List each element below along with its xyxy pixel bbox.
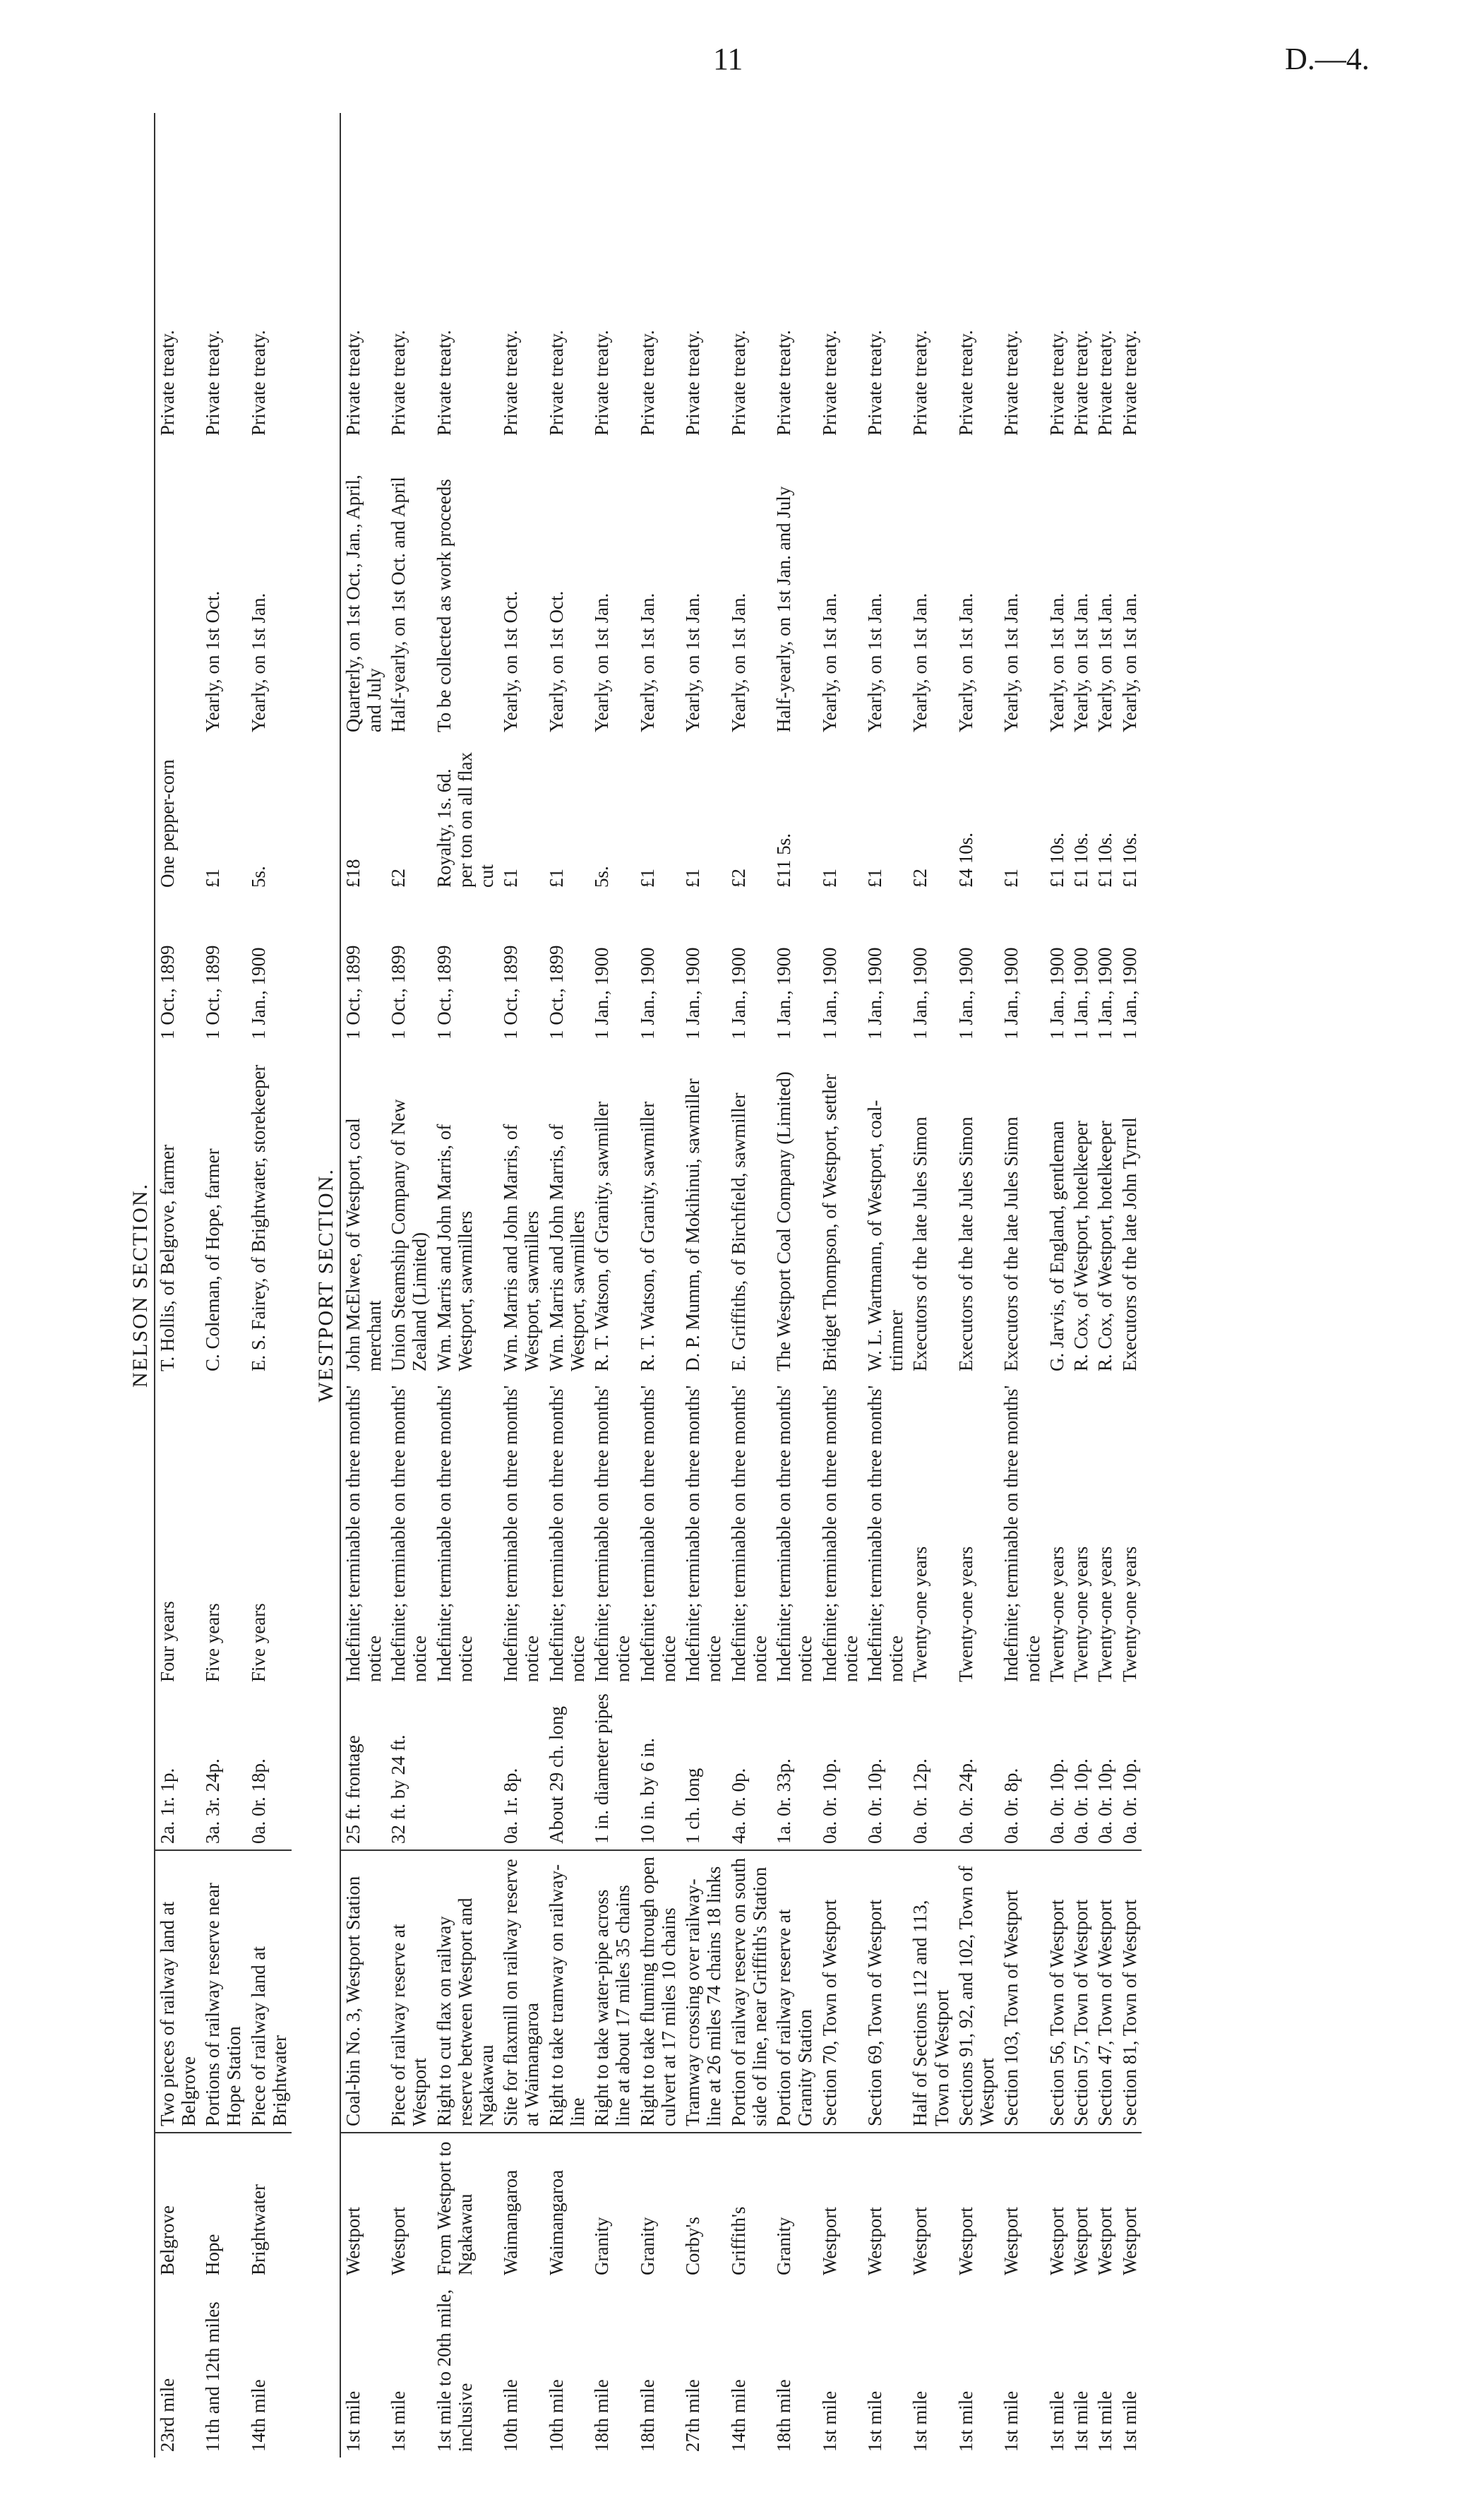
table-row xyxy=(681,113,726,2458)
cell-payable: Yearly, on 1st Jan. xyxy=(955,592,976,732)
rotated-table-region xyxy=(127,113,1370,2458)
cell-station: Griffith's xyxy=(727,2206,749,2275)
cell-how-let: Private treaty. xyxy=(773,330,795,436)
cell-term: Indefinite; terminable on three months' notice xyxy=(545,1385,588,1682)
cell-area: 0a. 0r. 10p. xyxy=(1118,1688,1142,1850)
cell-how-let: Private treaty. xyxy=(202,330,224,436)
cell-rent: 5s. xyxy=(591,866,613,888)
cell-commencement: 1 Jan., 1900 xyxy=(1046,947,1067,1039)
cell-term: Indefinite; terminable on three months' notice xyxy=(591,1385,634,1682)
cell-description: Right to take fluming through open culvert at 17 miles 10 chains xyxy=(635,1850,681,2133)
cell-station: Westport xyxy=(863,2207,885,2275)
cell-term: Indefinite; terminable on three months' notice xyxy=(727,1385,770,1682)
section-heading-row xyxy=(313,113,340,2458)
cell-rent: £1 xyxy=(682,869,704,888)
cell-commencement: 1 Jan., 1900 xyxy=(1094,947,1116,1039)
cell-area: 0a. 0r. 10p. xyxy=(1045,1688,1069,1850)
cell-commencement: 1 Oct., 1899 xyxy=(500,945,522,1039)
cell-mileage: 1st mile xyxy=(340,2281,386,2458)
cell-term: Indefinite; terminable on three months' notice xyxy=(340,1377,386,1688)
cell-station: Granity xyxy=(591,2217,613,2275)
cell-how-let: Private treaty. xyxy=(1118,330,1140,436)
table-row xyxy=(432,113,499,2458)
cell-description: Section 103, Town of Westport xyxy=(999,1850,1044,2133)
cell-mileage: 1st mile xyxy=(955,2390,976,2452)
cell-description: Right to cut flax on railway reserve between Westport and Ngakawau xyxy=(432,1850,499,2133)
cell-term: Twenty-one years xyxy=(955,1546,976,1682)
cell-rent: £1 xyxy=(202,869,224,888)
cell-how-let: Private treaty. xyxy=(1070,330,1092,436)
cell-payable: Yearly, on 1st Jan. xyxy=(863,592,885,732)
cell-how-let: Private treaty. xyxy=(636,330,658,436)
cell-lessee: E. S. Fairey, of Brightwater, storekeeper xyxy=(247,1064,269,1371)
table-row xyxy=(999,113,1044,2458)
cell-description: Section 56, Town of Westport xyxy=(1045,1850,1069,2133)
cell-payable: Yearly, on 1st Jan. xyxy=(727,592,749,732)
cell-area: 25 ft. frontage xyxy=(340,1688,386,1850)
cell-payable: Yearly, on 1st Jan. xyxy=(1046,592,1067,732)
cell-payable: Yearly, on 1st Oct. xyxy=(500,590,522,732)
leases-table xyxy=(127,113,1142,2458)
cell-station: Westport xyxy=(818,2207,840,2275)
cell-lessee: T. Hollis, of Belgrove, farmer xyxy=(155,1045,201,1377)
cell-commencement: 1 Jan., 1900 xyxy=(773,947,795,1039)
cell-area: 0a. 0r. 10p. xyxy=(863,1688,908,1850)
cell-station: Westport xyxy=(909,2207,931,2275)
cell-area: 3a. 3r. 24p. xyxy=(201,1688,246,1850)
cell-rent: £4 10s. xyxy=(955,832,976,888)
cell-mileage: 1st mile xyxy=(1118,2390,1140,2452)
cell-area: 0a. 0r. 10p. xyxy=(1093,1688,1117,1850)
cell-mileage: 14th mile xyxy=(247,2379,269,2452)
cell-mileage: 18th mile xyxy=(773,2379,795,2452)
cell-how-let: Private treaty. xyxy=(591,330,613,436)
cell-lessee: Wm. Marris and John Marris, of Westport, sawmillers xyxy=(500,1124,543,1371)
section-spacer xyxy=(292,113,313,2458)
cell-payable: Yearly, on 1st Jan. xyxy=(636,592,658,732)
cell-commencement: 1 Oct., 1899 xyxy=(433,945,455,1039)
cell-lessee: Executors of the late Jules Simon xyxy=(955,1116,976,1371)
cell-station: Waimangaroa xyxy=(500,2169,522,2275)
cell-lessee: R. Cox, of Westport, hotelkeeper xyxy=(1070,1120,1092,1371)
cell-payable: Half-yearly, on 1st Jan. and July xyxy=(773,486,795,732)
cell-lessee: R. T. Watson, of Granity, sawmiller xyxy=(591,1101,613,1371)
cell-description: Site for flaxmill on railway reserve at Waimangaroa xyxy=(498,1850,544,2133)
cell-payable: Yearly, on 1st Jan. xyxy=(247,592,269,732)
cell-mileage: 1st mile xyxy=(1046,2390,1067,2452)
table-row xyxy=(386,113,431,2458)
cell-description: Section 47, Town of Westport xyxy=(1093,1850,1117,2133)
table-row xyxy=(1118,113,1142,2458)
table-row xyxy=(1045,113,1069,2458)
cell-how-let: Private treaty. xyxy=(545,330,567,436)
table-row xyxy=(246,113,292,2458)
cell-payable: Yearly, on 1st Jan. xyxy=(682,592,704,732)
cell-rent: £11 5s. xyxy=(773,833,795,888)
cell-description: Right to take water-pipe across line at about 17 miles 35 chains xyxy=(590,1850,635,2133)
cell-mileage: 1st mile xyxy=(1070,2390,1092,2452)
table-row xyxy=(635,113,681,2458)
cell-rent: £1 xyxy=(500,869,522,888)
cell-lessee: D. P. Mumm, of Mokihinui, sawmiller xyxy=(682,1078,704,1371)
cell-commencement: 1 Jan., 1900 xyxy=(247,947,269,1039)
table-row xyxy=(590,113,635,2458)
cell-station: Hope xyxy=(202,2234,224,2275)
cell-how-let: Private treaty. xyxy=(1046,330,1067,436)
cell-station: From Westport to Ngakawau xyxy=(433,2141,476,2275)
cell-station: Westport xyxy=(955,2207,976,2275)
cell-payable: Yearly, on 1st Jan. xyxy=(1118,592,1140,732)
leases-table-body xyxy=(127,113,1142,2458)
cell-how-let: Private treaty. xyxy=(955,330,976,436)
cell-station: Westport xyxy=(340,2133,386,2281)
cell-payable: Yearly, on 1st Oct. xyxy=(202,590,224,732)
cell-rent: One pepper-corn xyxy=(155,738,201,893)
cell-payable xyxy=(155,441,201,738)
cell-how-let: Private treaty. xyxy=(727,330,749,436)
cell-how-let: Private treaty. xyxy=(155,113,201,441)
cell-area: 0a. 1r. 8p. xyxy=(498,1688,544,1850)
cell-station: Westport xyxy=(1118,2207,1140,2275)
table-row xyxy=(726,113,772,2458)
cell-term: Indefinite; terminable on three months' notice xyxy=(388,1385,431,1682)
cell-mileage: 18th mile xyxy=(591,2379,613,2452)
section-heading: WESTPORT SECTION. xyxy=(314,1168,337,1402)
cell-how-let: Private treaty. xyxy=(247,330,269,436)
cell-description: Section 57, Town of Westport xyxy=(1069,1850,1093,2133)
cell-mileage: 23rd mile xyxy=(155,2281,201,2458)
cell-rent: £1 10s. xyxy=(1118,832,1140,888)
cell-rent: £1 xyxy=(818,869,840,888)
cell-payable: Yearly, on 1st Jan. xyxy=(818,592,840,732)
cell-rent: Royalty, 1s. 6d. per ton on all flax cut xyxy=(433,752,497,888)
table-row xyxy=(1093,113,1117,2458)
cell-term: Indefinite; terminable on three months' notice xyxy=(818,1385,861,1682)
cell-area: About 29 ch. long xyxy=(544,1688,590,1850)
cell-lessee: R. Cox, of Westport, hotelkeeper xyxy=(1094,1120,1116,1371)
cell-station: Westport xyxy=(1000,2207,1022,2275)
cell-rent: £1 10s. xyxy=(1046,832,1067,888)
cell-commencement: 1 Jan., 1900 xyxy=(682,947,704,1039)
cell-how-let: Private treaty. xyxy=(500,330,522,436)
cell-commencement: 1 Jan., 1900 xyxy=(591,947,613,1039)
cell-station: Brightwater xyxy=(247,2184,269,2275)
cell-term: Five years xyxy=(247,1603,269,1682)
cell-description: Piece of railway reserve at Westport xyxy=(386,1850,431,2133)
cell-lessee: Bridget Thompson, of Westport, settler xyxy=(818,1073,840,1371)
cell-mileage: 14th mile xyxy=(727,2379,749,2452)
cell-area: 32 ft. by 24 ft. xyxy=(386,1688,431,1850)
cell-rent: £1 xyxy=(636,869,658,888)
cell-station: Westport xyxy=(1094,2207,1116,2275)
cell-lessee: R. T. Watson, of Granity, sawmiller xyxy=(636,1101,658,1371)
table-row xyxy=(498,113,544,2458)
cell-rent: £2 xyxy=(388,869,409,888)
cell-how-let: Private treaty. xyxy=(340,113,386,441)
cell-payable: Half-yearly, on 1st Oct. and April xyxy=(388,477,409,732)
cell-rent: £18 xyxy=(340,738,386,893)
cell-description: Two pieces of railway land at Belgrove xyxy=(155,1850,201,2133)
cell-area: 4a. 0r. 0p. xyxy=(726,1688,772,1850)
cell-term: Twenty-one years xyxy=(1070,1546,1092,1682)
table-row xyxy=(155,113,201,2458)
cell-how-let: Private treaty. xyxy=(433,330,455,436)
cell-lessee: E. Griffiths, of Birchfield, sawmiller xyxy=(727,1092,749,1371)
cell-description: Half of Sections 112 and 113, Town of Westport xyxy=(908,1850,953,2133)
cell-rent: £1 xyxy=(863,869,885,888)
cell-commencement: 1 Oct., 1899 xyxy=(155,893,201,1045)
cell-term: Indefinite; terminable on three months' notice xyxy=(682,1385,725,1682)
table-row xyxy=(201,113,246,2458)
cell-description: Section 69, Town of Westport xyxy=(863,1850,908,2133)
cell-area: 2a. 1r. 1p. xyxy=(155,1688,201,1850)
cell-station: Granity xyxy=(773,2217,795,2275)
table-row xyxy=(1069,113,1093,2458)
cell-lessee: The Westport Coal Company (Limited) xyxy=(773,1071,795,1371)
cell-payable: Yearly, on 1st Jan. xyxy=(1000,592,1022,732)
cell-payable: Quarterly, on 1st Oct., Jan., April, and July xyxy=(340,441,386,738)
cell-payable: Yearly, on 1st Oct. xyxy=(545,590,567,732)
table-row xyxy=(908,113,953,2458)
cell-mileage: 27th mile xyxy=(682,2379,704,2452)
cell-area: 10 in. by 6 in. xyxy=(635,1688,681,1850)
cell-rent: £2 xyxy=(727,869,749,888)
cell-how-let: Private treaty. xyxy=(863,330,885,436)
cell-payable: Yearly, on 1st Jan. xyxy=(1070,592,1092,732)
cell-mileage: 10th mile xyxy=(500,2379,522,2452)
cell-station: Westport xyxy=(1046,2207,1067,2275)
section-heading: NELSON SECTION. xyxy=(128,1182,152,1388)
cell-payable: Yearly, on 1st Jan. xyxy=(1094,592,1116,732)
cell-mileage: 11th and 12th miles xyxy=(202,2301,224,2452)
cell-commencement: 1 Jan., 1900 xyxy=(1070,947,1092,1039)
cell-payable: Yearly, on 1st Jan. xyxy=(909,592,931,732)
cell-station: Granity xyxy=(636,2217,658,2275)
cell-commencement: 1 Jan., 1900 xyxy=(1118,947,1140,1039)
cell-description: Piece of railway land at Brightwater xyxy=(246,1850,292,2133)
cell-area: 0a. 0r. 24p. xyxy=(954,1688,999,1850)
cell-payable: Yearly, on 1st Jan. xyxy=(591,592,613,732)
cell-term: Twenty-one years xyxy=(1046,1546,1067,1682)
cell-how-let: Private treaty. xyxy=(818,330,840,436)
cell-description: Portions of railway reserve near Hope Station xyxy=(201,1850,246,2133)
cell-lessee: Executors of the late John Tyrrell xyxy=(1118,1117,1140,1371)
cell-rent: £2 xyxy=(909,869,931,888)
table-row xyxy=(954,113,999,2458)
cell-lessee: Executors of the late Jules Simon xyxy=(909,1116,931,1371)
table-row xyxy=(863,113,908,2458)
cell-term: Indefinite; terminable on three months' notice xyxy=(863,1385,907,1682)
cell-station: Corby's xyxy=(682,2217,704,2275)
cell-commencement: 1 Oct., 1899 xyxy=(340,893,386,1045)
cell-how-let: Private treaty. xyxy=(909,330,931,436)
cell-description: Section 70, Town of Westport xyxy=(818,1850,863,2133)
cell-term: Indefinite; terminable on three months' notice xyxy=(500,1385,543,1682)
cell-description: Portion of railway reserve on south side of line, near Griffith's Station xyxy=(726,1850,772,2133)
cell-area: 1a. 0r. 33p. xyxy=(772,1688,817,1850)
table-row xyxy=(772,113,817,2458)
cell-mileage: 10th mile xyxy=(545,2379,567,2452)
cell-commencement: 1 Jan., 1900 xyxy=(818,947,840,1039)
cell-term: Indefinite; terminable on three months' notice xyxy=(773,1385,816,1682)
cell-commencement: 1 Jan., 1900 xyxy=(727,947,749,1039)
cell-term: Indefinite; terminable on three months' notice xyxy=(1000,1385,1043,1682)
cell-rent: £1 10s. xyxy=(1070,832,1092,888)
cell-commencement: 1 Oct., 1899 xyxy=(202,945,224,1039)
section-spacer-cell xyxy=(292,113,313,2458)
cell-rent: £1 xyxy=(1000,869,1022,888)
cell-commencement: 1 Jan., 1900 xyxy=(1000,947,1022,1039)
cell-description: Sections 91, 92, and 102, Town of Westport xyxy=(954,1850,999,2133)
cell-area xyxy=(432,1688,499,1850)
cell-lessee: Wm. Marris and John Marris, of Westport, sawmillers xyxy=(433,1124,476,1371)
cell-mileage: 1st mile xyxy=(909,2390,931,2452)
section-heading-row xyxy=(127,113,155,2458)
cell-station: Belgrove xyxy=(155,2133,201,2281)
cell-term: Twenty-one years xyxy=(1118,1546,1140,1682)
document-reference: D.—4. xyxy=(1285,42,1370,76)
cell-lessee: Union Steamship Company of New Zealand (Limited) xyxy=(388,1099,431,1371)
cell-mileage: 18th mile xyxy=(636,2379,658,2452)
cell-how-let: Private treaty. xyxy=(1094,330,1116,436)
table-row xyxy=(544,113,590,2458)
table-row xyxy=(818,113,863,2458)
cell-description: Portion of railway reserve at Granity Station xyxy=(772,1850,817,2133)
table-row xyxy=(340,113,386,2458)
cell-description: Section 81, Town of Westport xyxy=(1118,1850,1142,2133)
cell-area: 0a. 0r. 12p. xyxy=(908,1688,953,1850)
cell-mileage: 1st mile xyxy=(388,2390,409,2452)
cell-station: Westport xyxy=(388,2207,409,2275)
cell-payable: To be collected as work proceeds xyxy=(433,479,455,732)
cell-commencement: 1 Jan., 1900 xyxy=(636,947,658,1039)
cell-lessee: G. Jarvis, of England, gentleman xyxy=(1046,1121,1067,1371)
cell-rent: £1 10s. xyxy=(1094,832,1116,888)
cell-station: Waimangaroa xyxy=(545,2169,567,2275)
cell-description: Coal-bin No. 3, Westport Station xyxy=(340,1850,386,2133)
cell-commencement: 1 Jan., 1900 xyxy=(909,947,931,1039)
cell-lessee: C. Coleman, of Hope, farmer xyxy=(202,1148,224,1371)
cell-mileage: 1st mile to 20th mile, inclusive xyxy=(433,2289,476,2452)
cell-area: 0a. 0r. 10p. xyxy=(1069,1688,1093,1850)
cell-lessee: John McElwee, of Westport, coal merchant xyxy=(340,1045,386,1377)
cell-commencement: 1 Oct., 1899 xyxy=(388,945,409,1039)
cell-area: 0a. 0r. 10p. xyxy=(818,1688,863,1850)
cell-mileage: 1st mile xyxy=(1094,2390,1116,2452)
cell-rent: 5s. xyxy=(247,866,269,888)
cell-commencement: 1 Jan., 1900 xyxy=(863,947,885,1039)
cell-commencement: 1 Oct., 1899 xyxy=(545,945,567,1039)
cell-area: 0a. 0r. 8p. xyxy=(999,1688,1044,1850)
cell-term: Indefinite; terminable on three months' notice xyxy=(636,1385,679,1682)
cell-area: 1 in. diameter pipes xyxy=(590,1688,635,1850)
cell-how-let: Private treaty. xyxy=(388,330,409,436)
cell-mileage: 1st mile xyxy=(1000,2390,1022,2452)
cell-lessee: Executors of the late Jules Simon xyxy=(1000,1116,1022,1371)
cell-term: Twenty-one years xyxy=(1094,1546,1116,1682)
cell-term: Five years xyxy=(202,1603,224,1682)
cell-term: Four years xyxy=(155,1377,201,1688)
cell-station: Westport xyxy=(1070,2207,1092,2275)
page-number: 11 xyxy=(713,42,743,76)
cell-commencement: 1 Jan., 1900 xyxy=(955,947,976,1039)
cell-term: Indefinite; terminable on three months' notice xyxy=(433,1385,476,1682)
cell-lessee: W. L. Wartmann, of Westport, coal-trimmer xyxy=(863,1100,907,1371)
cell-description: Right to take tramway on railway-line xyxy=(544,1850,590,2133)
cell-how-let: Private treaty. xyxy=(1000,330,1022,436)
cell-term: Twenty-one years xyxy=(909,1546,931,1682)
cell-area: 0a. 0r. 18p. xyxy=(246,1688,292,1850)
cell-rent: £1 xyxy=(545,869,567,888)
cell-how-let: Private treaty. xyxy=(682,330,704,436)
cell-mileage: 1st mile xyxy=(818,2390,840,2452)
cell-lessee: Wm. Marris and John Marris, of Westport, sawmillers xyxy=(545,1124,588,1371)
cell-description: Tramway crossing over railway-line at 26 miles 74 chains 18 links xyxy=(681,1850,726,2133)
cell-mileage: 1st mile xyxy=(863,2390,885,2452)
cell-area: 1 ch. long xyxy=(681,1688,726,1850)
